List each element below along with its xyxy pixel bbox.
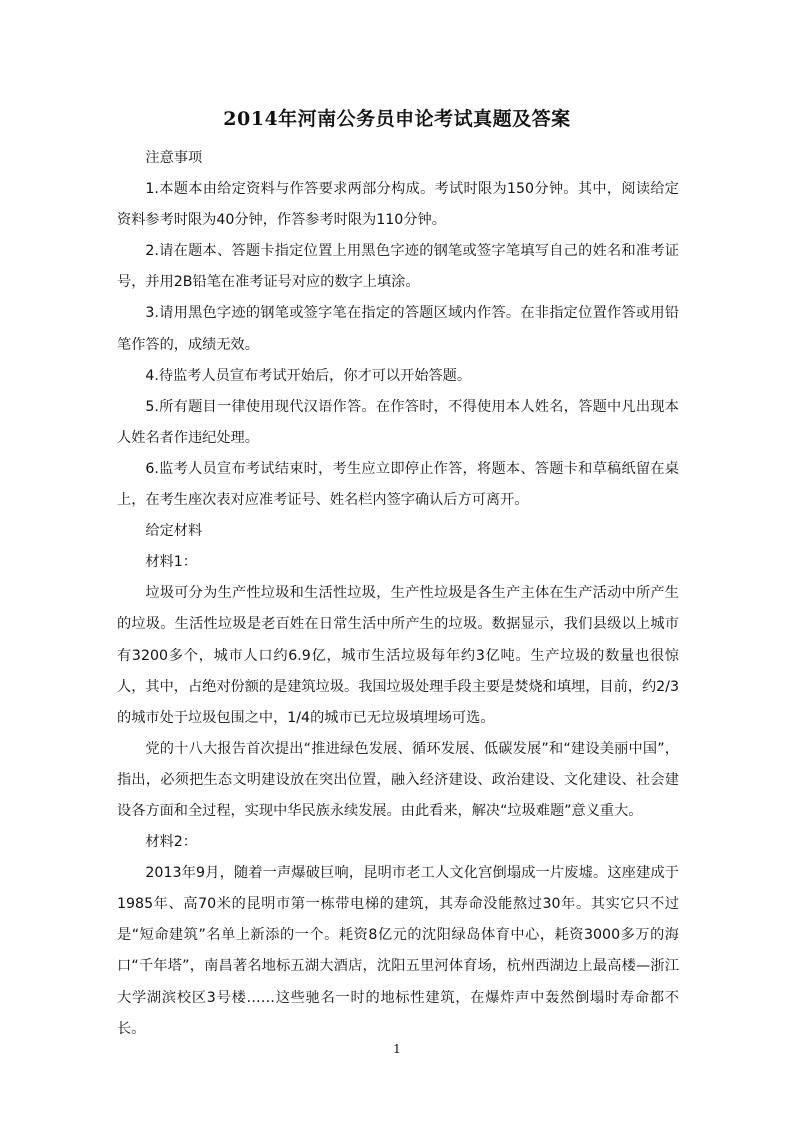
material-1-paragraph: 垃圾可分为生产性垃圾和生活性垃圾，生产性垃圾是各生产主体在生产活动中所产生的垃圾。生活性垃圾是老百姓在日常生活中所产生的垃圾。数据显示，我们县级以上城市有3200多个，城市人口约6.9亿，城市生活垃圾每年约3亿吨。生产垃圾的数量也很惊人，其中，占绝对份额的是建筑垃圾。我国垃圾处理手段主要是焚烧和填埋，目前，约2/3的城市处于垃圾包围之中，1/4的城市已无垃圾填埋场可选。 <box>117 585 679 726</box>
material-1-paragraph: 党的十八大报告首次提出“推进绿色发展、循环发展、低碳发展”和“建设美丽中国”，指出，必须把生态文明建设放在突出位置，融入经济建设、政治建设、文化建设、社会建设各方面和全过程，实现中华民族永续发展。由此看来，解决“垃圾难题”意义重大。 <box>117 740 679 819</box>
material-1-label: 材料1： <box>145 554 197 571</box>
material-2-paragraph: 2013年9月，随着一声爆破巨响，昆明市老工人文化宫倒塌成一片废墟。这座建成于1985年、高70米的昆明市第一栋带电梯的建筑，其寿命没能熬过30年。其实它只不过是“短命建筑”名单上新添的一个。耗资8亿元的沈阳绿岛体育中心，耗资3000多万的海口“千年塔”，南昌著名地标五湖大酒店，沈阳五里河体育场，杭州西湖边上最高楼—浙江大学湖滨校区3号楼……这些驰名一时的地标性建筑，在爆炸声中轰然倒塌时寿命都不长。 <box>117 865 679 1037</box>
notice-item-6: 6.监考人员宣布考试结束时，考生应立即停止作答，将题本、答题卡和草稿纸留在桌上，在考生座次表对应准考证号、姓名栏内签字确认后方可离开。 <box>117 460 679 509</box>
notice-item-2: 2.请在题本、答题卡指定位置上用黑色字迹的钢笔或签字笔填写自己的姓名和准考证号，并用2B铅笔在准考证号对应的数字上填涂。 <box>117 243 679 291</box>
notice-item-3: 3.请用黑色字迹的钢笔或签字笔在指定的答题区域内作答。在非指定位置作答或用铅笔作答的，成绩无效。 <box>117 305 679 353</box>
section-heading-notes: 注意事项 <box>145 150 203 166</box>
notice-item-5: 5.所有题目一律使用现代汉语作答。在作答时，不得使用本人姓名，答题中凡出现本人姓名者作违纪处理。 <box>117 398 679 446</box>
material-2-label: 材料2： <box>145 834 197 851</box>
notice-item-1: 1.本题本由给定资料与作答要求两部分构成。考试时限为150分钟。其中，阅读给定资料参考时限为40分钟，作答参考时限为110分钟。 <box>117 181 679 229</box>
document-title: 2014年河南公务员申论考试真题及答案 <box>223 108 571 130</box>
document-body <box>117 143 679 1045</box>
page-number: 1 <box>393 1042 401 1056</box>
section-heading-materials: 给定材料 <box>145 523 203 540</box>
notice-item-4: 4.待监考人员宣布考试开始后，你才可以开始答题。 <box>145 367 472 384</box>
